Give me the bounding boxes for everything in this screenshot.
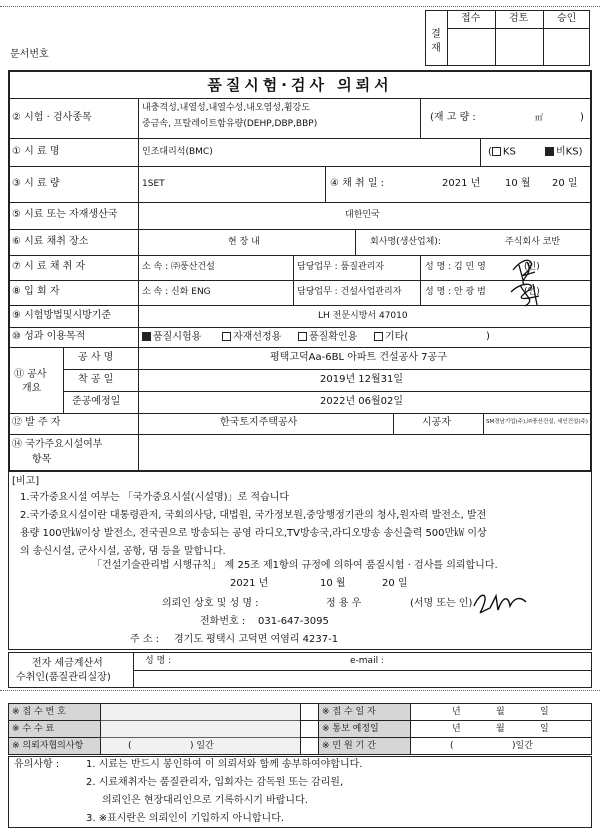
requester-signature	[470, 588, 530, 616]
sampling-place-label: ⑥ 시료 채취 장소	[12, 236, 89, 247]
receipt-day: 일	[540, 707, 549, 717]
stock-close: )	[580, 112, 584, 123]
request-date-day: 20 일	[382, 578, 408, 589]
client-label: ⑫ 발 주 자	[12, 417, 61, 428]
ks-checkbox[interactable]	[492, 147, 501, 156]
client-value: 한국토지주택공사	[220, 417, 298, 428]
request-statement: 「건설기술관리법 시행규칙」 제 25조 제1항의 규정에 의하여 품질시험 · 검사를 의뢰합니다.	[92, 560, 498, 571]
witness-affiliation: 소 속 : 신화 ENG	[142, 287, 211, 297]
tax-invoice-label-2: 수취인(품질관리실장)	[16, 672, 111, 683]
civil-period-label: ※ 민 원 기 간	[322, 741, 376, 751]
consultation-label: ※ 의뢰자협의사항	[12, 741, 84, 751]
receipt-year: 년	[452, 707, 461, 717]
fee-label: ※ 수 수 료	[12, 724, 55, 734]
approval-col-approve: 승인	[557, 13, 577, 24]
receipt-month: 월	[496, 707, 505, 717]
caution-line4: 3. ※표시란은 의뢰인이 기입하지 아니합니다.	[86, 813, 285, 824]
receipt-date-label: ※ 접 수 일 자	[322, 707, 376, 717]
national-facility-label-2: 항목	[32, 454, 52, 465]
approval-col-receipt: 접수	[461, 13, 481, 24]
receipt-number-label: ※ 접 수 번 호	[12, 707, 66, 717]
notify-month: 월	[496, 724, 505, 734]
start-date-value: 2019년 12월31일	[320, 374, 404, 385]
witness-duty: 담당업무 : 건설사업관리자	[297, 287, 402, 297]
address-value: 경기도 평택시 고덕면 여염리 4237-1	[174, 634, 339, 645]
doc-number-label: 문서번호	[10, 49, 49, 60]
stock-unit: ㎡	[535, 113, 543, 122]
phone-label: 전화번호 :	[200, 616, 246, 627]
notes-line1: 1.국가중요시설 여부는 「국가중요시설(시설명)」로 적습니다	[20, 492, 290, 503]
purpose-quality-check-checkbox[interactable]	[298, 332, 307, 341]
tax-invoice-label-1: 전자 세금계산서	[32, 658, 103, 669]
caution-line2: 2. 시료채취자는 품질관리자, 입회자는 감독원 또는 감리원,	[86, 777, 344, 788]
project-name-label: 공 사 명	[78, 352, 114, 363]
project-overview-label-2: 개요	[22, 383, 42, 394]
purpose-option-quality-check[interactable]: 품질확인용	[298, 332, 357, 343]
notes-line2: 2.국가중요시설이란 대통령관저, 국회의사당, 대법원, 국가정보원,중앙행정기관의 청사,원자력 발전소, 발전	[20, 510, 487, 521]
caution-line1: 1. 시료는 반드시 봉인하여 이 의뢰서와 함께 송부하여야합니다.	[86, 759, 363, 770]
approval-col-review: 검토	[509, 13, 529, 24]
notes-heading: [비고]	[12, 476, 40, 487]
contractor-value: SM경남기업(주),㈜풍산건설, 세인건설(주)	[486, 419, 588, 425]
origin-country-label: ⑤ 시료 또는 자재생산국	[12, 209, 118, 220]
request-date-year: 2021 년	[230, 578, 269, 589]
consultation-open: (	[128, 741, 132, 751]
requester-label: 의뢰인 상호 및 성 명 :	[162, 598, 259, 609]
sampling-date-day: 20 일	[552, 178, 578, 189]
office-use-cut-line	[0, 690, 600, 691]
request-date-month: 10 월	[320, 578, 346, 589]
ks-option[interactable]: ( KS	[488, 146, 516, 158]
sampler-seal: (인)	[524, 262, 540, 272]
tax-email-label: e-mail :	[350, 656, 384, 666]
address-label: 주 소 :	[130, 634, 160, 645]
top-cut-line	[0, 6, 600, 7]
completion-date-label: 준공예정일	[72, 396, 121, 407]
sampling-place-value: 현 장 내	[228, 237, 260, 247]
witness-name: 성 명 : 안 광 범	[425, 287, 486, 297]
purpose-material-selection-checkbox[interactable]	[222, 332, 231, 341]
handwritten-signature-marks	[505, 250, 550, 310]
witness-label: ⑧ 입 회 자	[12, 286, 60, 297]
purpose-quality-test-checkbox[interactable]	[142, 332, 151, 341]
sampler-name: 성 명 : 김 민 영	[425, 262, 486, 272]
sampler-affiliation: 소 속 : ㈜풍산건설	[142, 262, 215, 272]
caution-heading: 유의사항 :	[14, 759, 60, 770]
notify-day: 일	[540, 724, 549, 734]
sign-label: (서명 또는 인)	[410, 598, 473, 609]
test-method-label: ⑨ 시험방법및시방기준	[12, 310, 112, 321]
civil-period-open: (	[450, 741, 454, 751]
national-facility-label-1: ⑭ 국가주요시설여부	[12, 439, 103, 450]
test-method-value: LH 전문시방서 47010	[318, 311, 408, 321]
sample-name-label: ① 시 료 명	[12, 146, 60, 157]
completion-date-value: 2022년 06월02일	[320, 396, 404, 407]
test-items-line2: 중금속, 프탈레이트함유량(DEHP,DBP,BBP)	[142, 119, 318, 129]
purpose-option-material-selection[interactable]: 자재선정용	[222, 332, 281, 343]
requester-name: 정 용 우	[326, 598, 362, 609]
test-items-line1: 내충격성,내열성,내열수성,내오염성,휨강도	[142, 103, 310, 113]
purpose-other-checkbox[interactable]	[374, 332, 383, 341]
notes-line3: 용량 100만㎾이상 발전소, 전국권으로 방송되는 공영 라디오,TV방송국,라디오방송 송신출력 500만㎾ 이상	[20, 528, 487, 539]
contractor-label: 시공자	[422, 417, 451, 428]
sample-qty-label: ③ 시 료 량	[12, 178, 60, 189]
caution-line3: 의뢰인은 현장대리인으로 기록하시기 바랍니다.	[102, 795, 308, 806]
purpose-option-quality-test[interactable]: 품질시험용	[142, 332, 201, 343]
sampler-duty: 담당업무 : 품질관리자	[297, 262, 385, 272]
sampling-date-label: ④ 채 취 일 :	[330, 178, 385, 189]
consultation-close: ) 일간	[190, 741, 214, 751]
sampling-date-month: 10 월	[505, 178, 531, 189]
purpose-label: ⑩ 성과 이용목적	[12, 331, 86, 342]
sample-name-value: 인조대리석(BMC)	[142, 147, 213, 157]
start-date-label: 착 공 일	[78, 374, 114, 385]
page-title: 품질시험·검사 의뢰서	[207, 75, 393, 94]
origin-country-value: 대한민국	[345, 210, 380, 220]
sample-qty-value: 1SET	[142, 179, 165, 189]
approval-label: 결 재	[431, 29, 441, 54]
purpose-other-close: )	[486, 331, 490, 342]
nonks-checkbox[interactable]	[545, 147, 554, 156]
test-items-label: ② 시험 · 검사종목	[12, 112, 92, 123]
project-overview-label-1: ⑪ 공사	[14, 369, 47, 380]
notes-line4: 의 송신시설, 군사시설, 공항, 댐 등을 말합니다.	[20, 546, 226, 557]
purpose-option-other[interactable]: 기타(	[374, 332, 408, 343]
witness-seal: (인)	[524, 287, 540, 297]
sampler-label: ⑦ 시 료 채 취 자	[12, 261, 86, 272]
nonks-option[interactable]: 비KS)	[545, 147, 582, 158]
civil-period-close: )일간	[512, 741, 533, 751]
project-name-value: 평택고덕Aa-6BL 아파트 건설공사 7공구	[270, 352, 447, 363]
sampling-date-year: 2021 년	[442, 178, 481, 189]
phone-value: 031-647-3095	[258, 616, 329, 627]
tax-name-label: 성 명 :	[145, 656, 172, 666]
manufacturer-value: 주식회사 코반	[505, 237, 561, 247]
stock-label: (재 고 량 :	[430, 112, 476, 123]
notify-year: 년	[452, 724, 461, 734]
manufacturer-label: 회사명(생산업체):	[370, 237, 441, 247]
notify-date-label: ※ 통보 예정일	[322, 724, 379, 734]
